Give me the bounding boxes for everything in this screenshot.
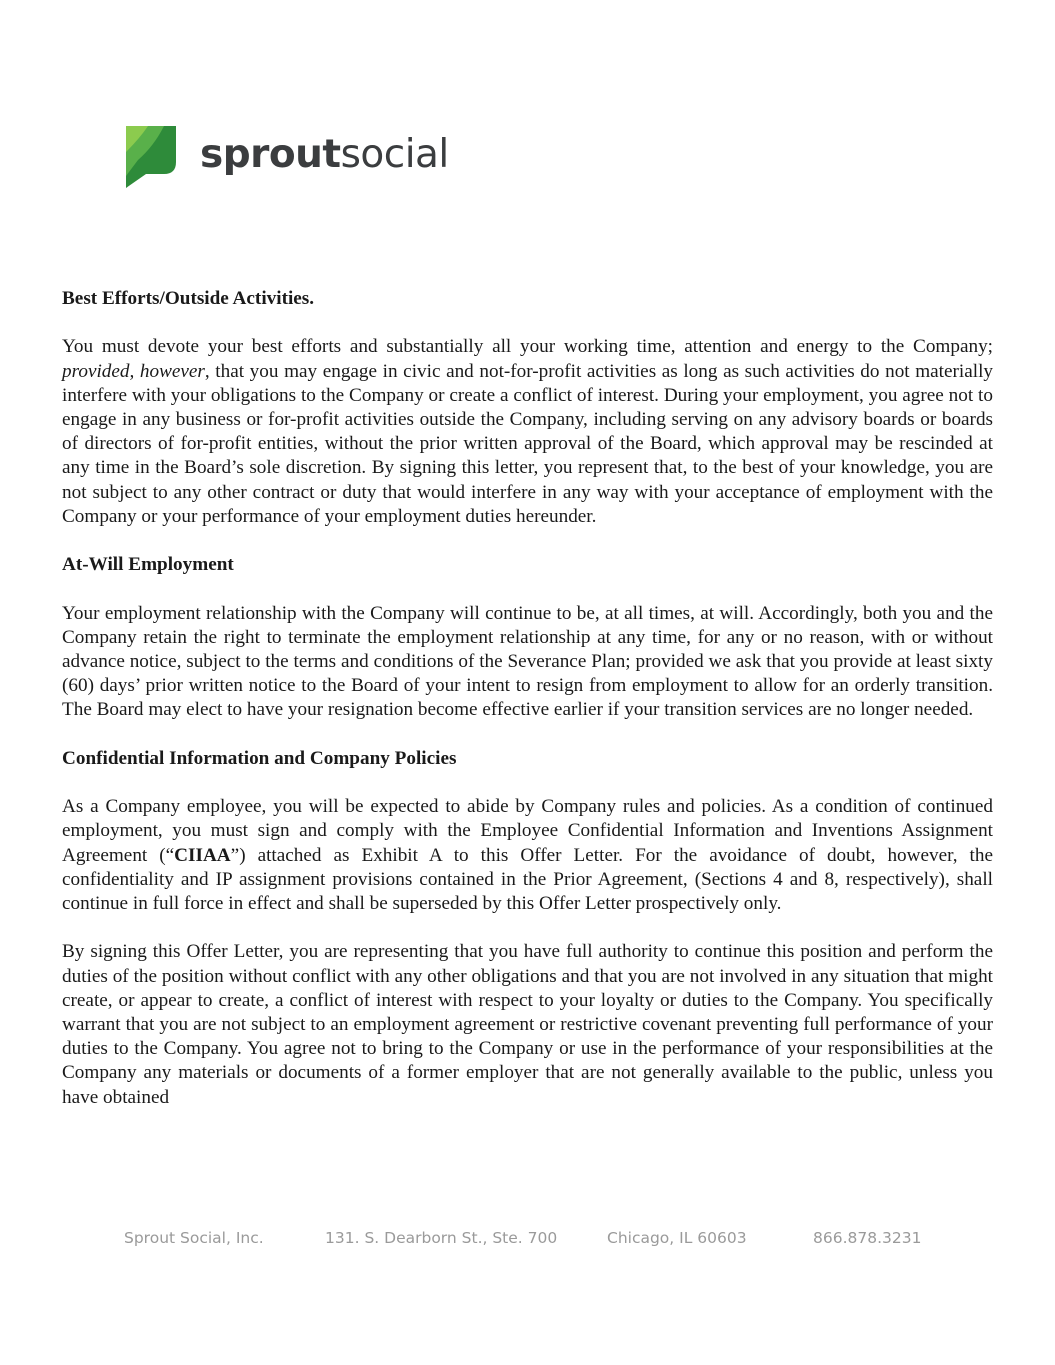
letter-body [62, 287, 993, 1110]
section-heading-best-efforts: Best Efforts/Outside Activities. [62, 288, 315, 309]
bold-run: CIIAA [174, 844, 231, 866]
footer-city: Chicago, IL 60603 [607, 1229, 747, 1247]
logo-word-bold: sprout [200, 131, 341, 177]
logo-word-light: social [340, 131, 449, 177]
sprout-leaf-icon [124, 124, 178, 188]
section-heading-confidential: Confidential Information and Company Policies [62, 747, 457, 769]
footer-phone: 866.878.3231 [813, 1229, 922, 1247]
text-run: , that you may engage in civic and not-for-profit activities as long as such activities do not materially interfere with your obligations to the Company or create a conflict of interest. During your employment, you agree not to engage in any business or for-profit activities outside the Company, including serving on any advisory boards or boards of directors of for-profit entities, without the prior written approval of the Board, which approval may be rescinded at any time in the Board’s sole discretion. By signing this letter, you represent that, to the best of your knowledge, you are not subject to any other contract or duty that would interfere in any way with your acceptance of employment with the Company or your performance of your employment duties hereunder. [62, 360, 994, 527]
paragraph-at-will: Your employment relationship with the Company will continue to be, at all times, at will. Accordingly, both you and the Company retain the right to terminate the employment relationship at any time, for any or no reason, with or without advance notice, subject to the terms and conditions of the Severance Plan; provided we ask that you provide at least sixty (60) days’ prior written notice to the Board of your intent to resign from employment to allow for an orderly transition. The Board may elect to have your resignation become effective earlier if your transition services are no longer needed. [62, 602, 993, 721]
company-logo [124, 124, 449, 188]
paragraph-confidential-1 [62, 795, 993, 916]
section-heading-at-will: At-Will Employment [62, 554, 234, 576]
italic-run: provided, however [62, 360, 205, 382]
paragraph-confidential-2: By signing this Offer Letter, you are representing that you have full authority to continue this position and perform the duties of the position without conflict with any other obligations and that you are not involved in any situation that might create, or appear to create, a conflict of interest with respect to your loyalty or duties to the Company. You specifically warrant that you are not subject to an employment agreement or restrictive covenant preventing full performance of your duties to the Company. You agree not to bring to the Company or use in the performance of your responsibilities at the Company any materials or documents of a former employer that are not generally available to the public, unless you have obtained [62, 941, 993, 1108]
text-run: As a Company employee, you will be expected to abide by Company rules and policies. As a condition of continued employment, you must sign and comply with the Employee Confidential Information and Inventions Assignment Agreement (“ [62, 796, 993, 866]
footer-company: Sprout Social, Inc. [124, 1229, 264, 1247]
text-run: ”) attached as Exhibit A to this Offer Letter. For the avoidance of doubt, however, the confidentiality and IP assignment provisions contained in the Prior Agreement, (Sections 4 and 8, respectively), shall continue in full force in effect and shall be superseded by this Offer Letter prospectively only. [62, 844, 993, 914]
logo-wordmark [200, 131, 449, 177]
paragraph-best-efforts [62, 335, 993, 529]
text-run: You must devote your best efforts and substantially all your working time, attention and energy to the Company; [62, 336, 993, 358]
footer-address: 131. S. Dearborn St., Ste. 700 [325, 1229, 558, 1247]
